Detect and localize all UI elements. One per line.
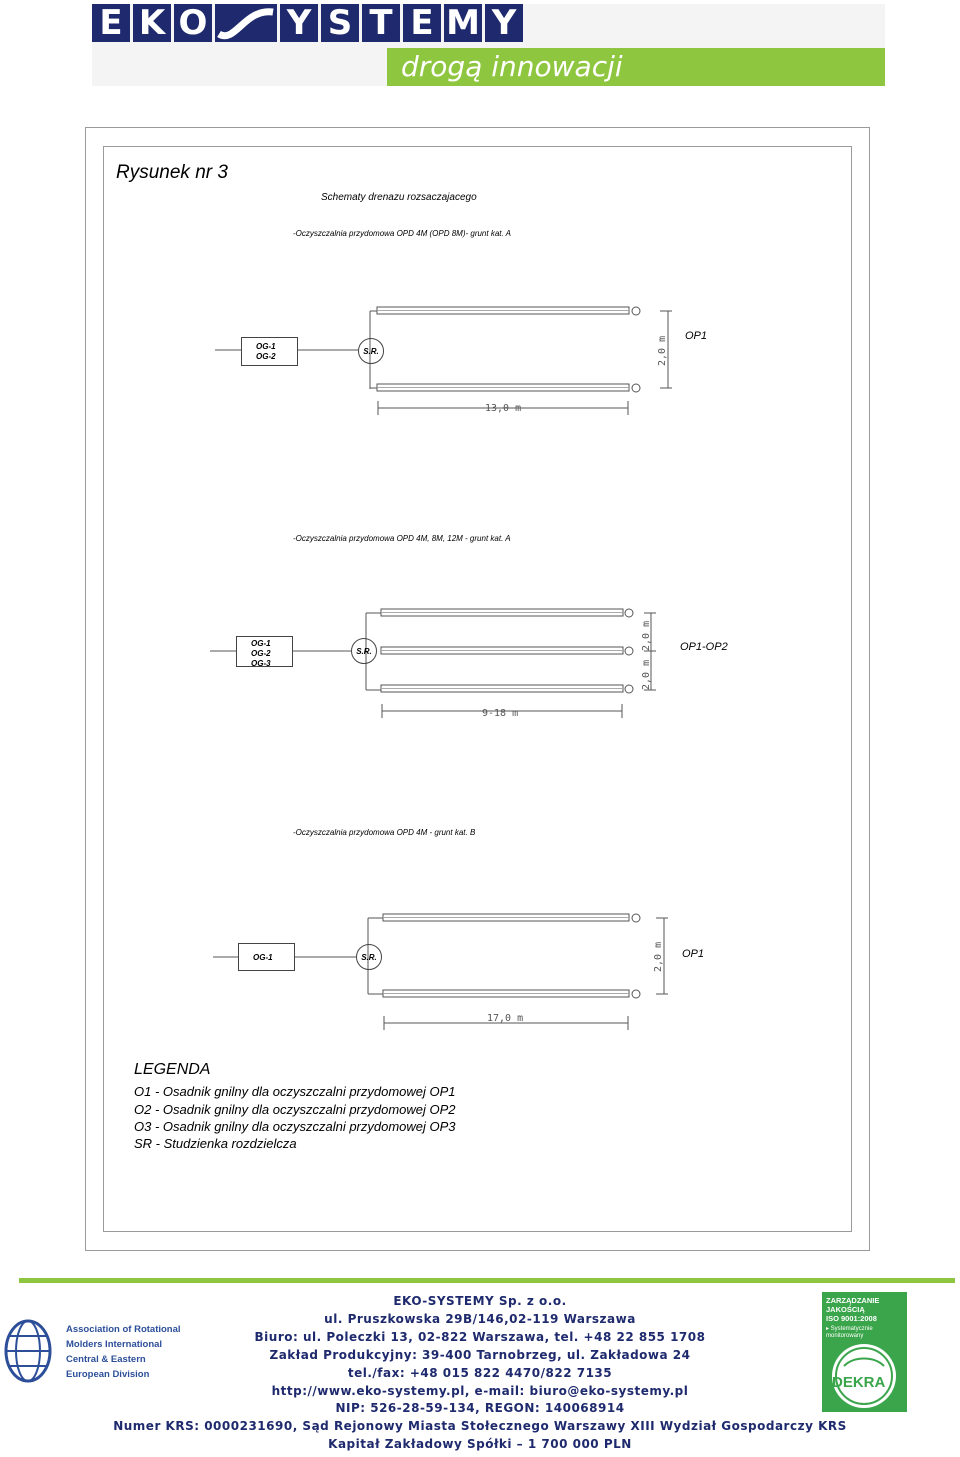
vent-cap-icon (625, 609, 633, 617)
arm-line: European Division (66, 1369, 150, 1380)
vent-cap-icon (632, 384, 640, 392)
logo-letter: O (174, 4, 212, 42)
vent-cap-icon (632, 990, 640, 998)
legend-item: SR - Studzienka rozdzielcza (134, 1136, 297, 1151)
distribution-well: S.R. (356, 944, 382, 970)
tank-label: OG-1 (253, 953, 273, 962)
spacing-dimension: 2,0 m (653, 941, 664, 972)
spacing-dimension: 2,0 m (641, 620, 652, 651)
plant-label: OP1 (685, 330, 708, 342)
length-dimension: 17,0 m (487, 1013, 524, 1024)
septic-tank-box (241, 337, 298, 366)
logo-letter: Y (485, 4, 523, 42)
spacing-dimension: 2,0 m (657, 335, 668, 366)
registration-info: Numer KRS: 0000231690, Sąd Rejonowy Miasta Stołecznego Warszawy XIII Wydział Gospodarczy KRS (113, 1419, 847, 1433)
drawing-subtitle: Schematy drenazu rozsaczajacego (321, 192, 477, 203)
arm-globe-icon (4, 1318, 56, 1384)
vent-cap-icon (625, 685, 633, 693)
company-address: ul. Pruszkowska 29B/146,02-119 Warszawa (324, 1312, 636, 1326)
distribution-well: S.R. (351, 638, 377, 664)
cert-text: ZARZĄDZANIE (826, 1296, 880, 1305)
septic-tank-box (238, 943, 295, 971)
tank-label: OG-1 (256, 342, 276, 351)
scheme-heading: -Oczyszczalnia przydomowa OPD 4M, 8M, 12M - grunt kat. A (293, 534, 511, 543)
company-name: EKO-SYSTEMY Sp. z o.o. (393, 1294, 567, 1308)
length-dimension: 13,0 m (485, 403, 522, 414)
office-address: Biuro: ul. Poleczki 13, 02-822 Warszawa, tel. +48 22 855 1708 (254, 1330, 706, 1344)
arm-line: Molders International (66, 1339, 163, 1350)
distribution-well: S.R. (358, 338, 384, 364)
web-email: http://www.eko-systemy.pl, e-mail: biuro@eko-systemy.pl (271, 1384, 689, 1398)
phone-fax: tel./fax: +48 015 822 4470/822 7135 (347, 1366, 613, 1380)
dekra-wordmark: DEKRA (832, 1374, 886, 1391)
cert-text: ▸ Systematycznie (826, 1326, 873, 1332)
length-dimension: 9-18 m (482, 708, 519, 719)
tank-label: OG-3 (251, 659, 271, 668)
legend-item: O1 - Osadnik gnilny dla oczyszczalni przydomowej OP1 (134, 1084, 456, 1099)
logo-tagline: drogą innowacji (387, 48, 885, 86)
cert-text: monitorowany (826, 1333, 864, 1339)
drawing-title: Rysunek nr 3 (116, 162, 228, 183)
arm-line: Central & Eastern (66, 1354, 146, 1365)
legend-title: LEGENDA (134, 1061, 211, 1078)
plant-address: Zakład Produkcyjny: 39-400 Tarnobrzeg, ul. Zakładowa 24 (269, 1348, 691, 1362)
arm-association-name (66, 1322, 181, 1382)
cert-text: JAKOŚCIĄ (826, 1305, 865, 1314)
cert-text: ISO 9001:2008 (826, 1314, 877, 1323)
share-capital: Kapitał Zakładowy Spółki – 1 700 000 PLN (328, 1437, 632, 1451)
logo-letter: S (321, 4, 359, 42)
plant-label: OP1 (682, 948, 705, 960)
plant-label: OP1-OP2 (680, 641, 728, 653)
tank-label: OG-1 (251, 639, 271, 648)
scheme-heading: -Oczyszczalnia przydomowa OPD 4M (OPD 8M)- grunt kat. A (293, 229, 511, 238)
logo-letter: K (133, 4, 171, 42)
dekra-certification-badge (822, 1292, 907, 1412)
logo-letter: M (444, 4, 482, 42)
septic-tank-box (236, 636, 293, 667)
vent-cap-icon (632, 914, 640, 922)
spacing-dimension: 2,0 m (641, 659, 652, 690)
logo-letter: Y (280, 4, 318, 42)
vent-cap-icon (625, 647, 633, 655)
scheme-heading: -Oczyszczalnia przydomowa OPD 4M - grunt kat. B (293, 828, 476, 837)
legend-item: O3 - Osadnik gnilny dla oczyszczalni przydomowej OP3 (134, 1119, 456, 1134)
footer-divider (19, 1278, 955, 1283)
legend-item: O2 - Osadnik gnilny dla oczyszczalni przydomowej OP2 (134, 1102, 456, 1117)
logo-letter: T (362, 4, 400, 42)
logo-letter: E (92, 4, 130, 42)
vent-cap-icon (632, 307, 640, 315)
arm-line: Association of Rotational (66, 1324, 181, 1335)
tank-label: OG-2 (256, 352, 276, 361)
tax-ids: NIP: 526-28-59-134, REGON: 140068914 (335, 1401, 625, 1415)
tank-label: OG-2 (251, 649, 271, 658)
logo-letter: E (403, 4, 441, 42)
